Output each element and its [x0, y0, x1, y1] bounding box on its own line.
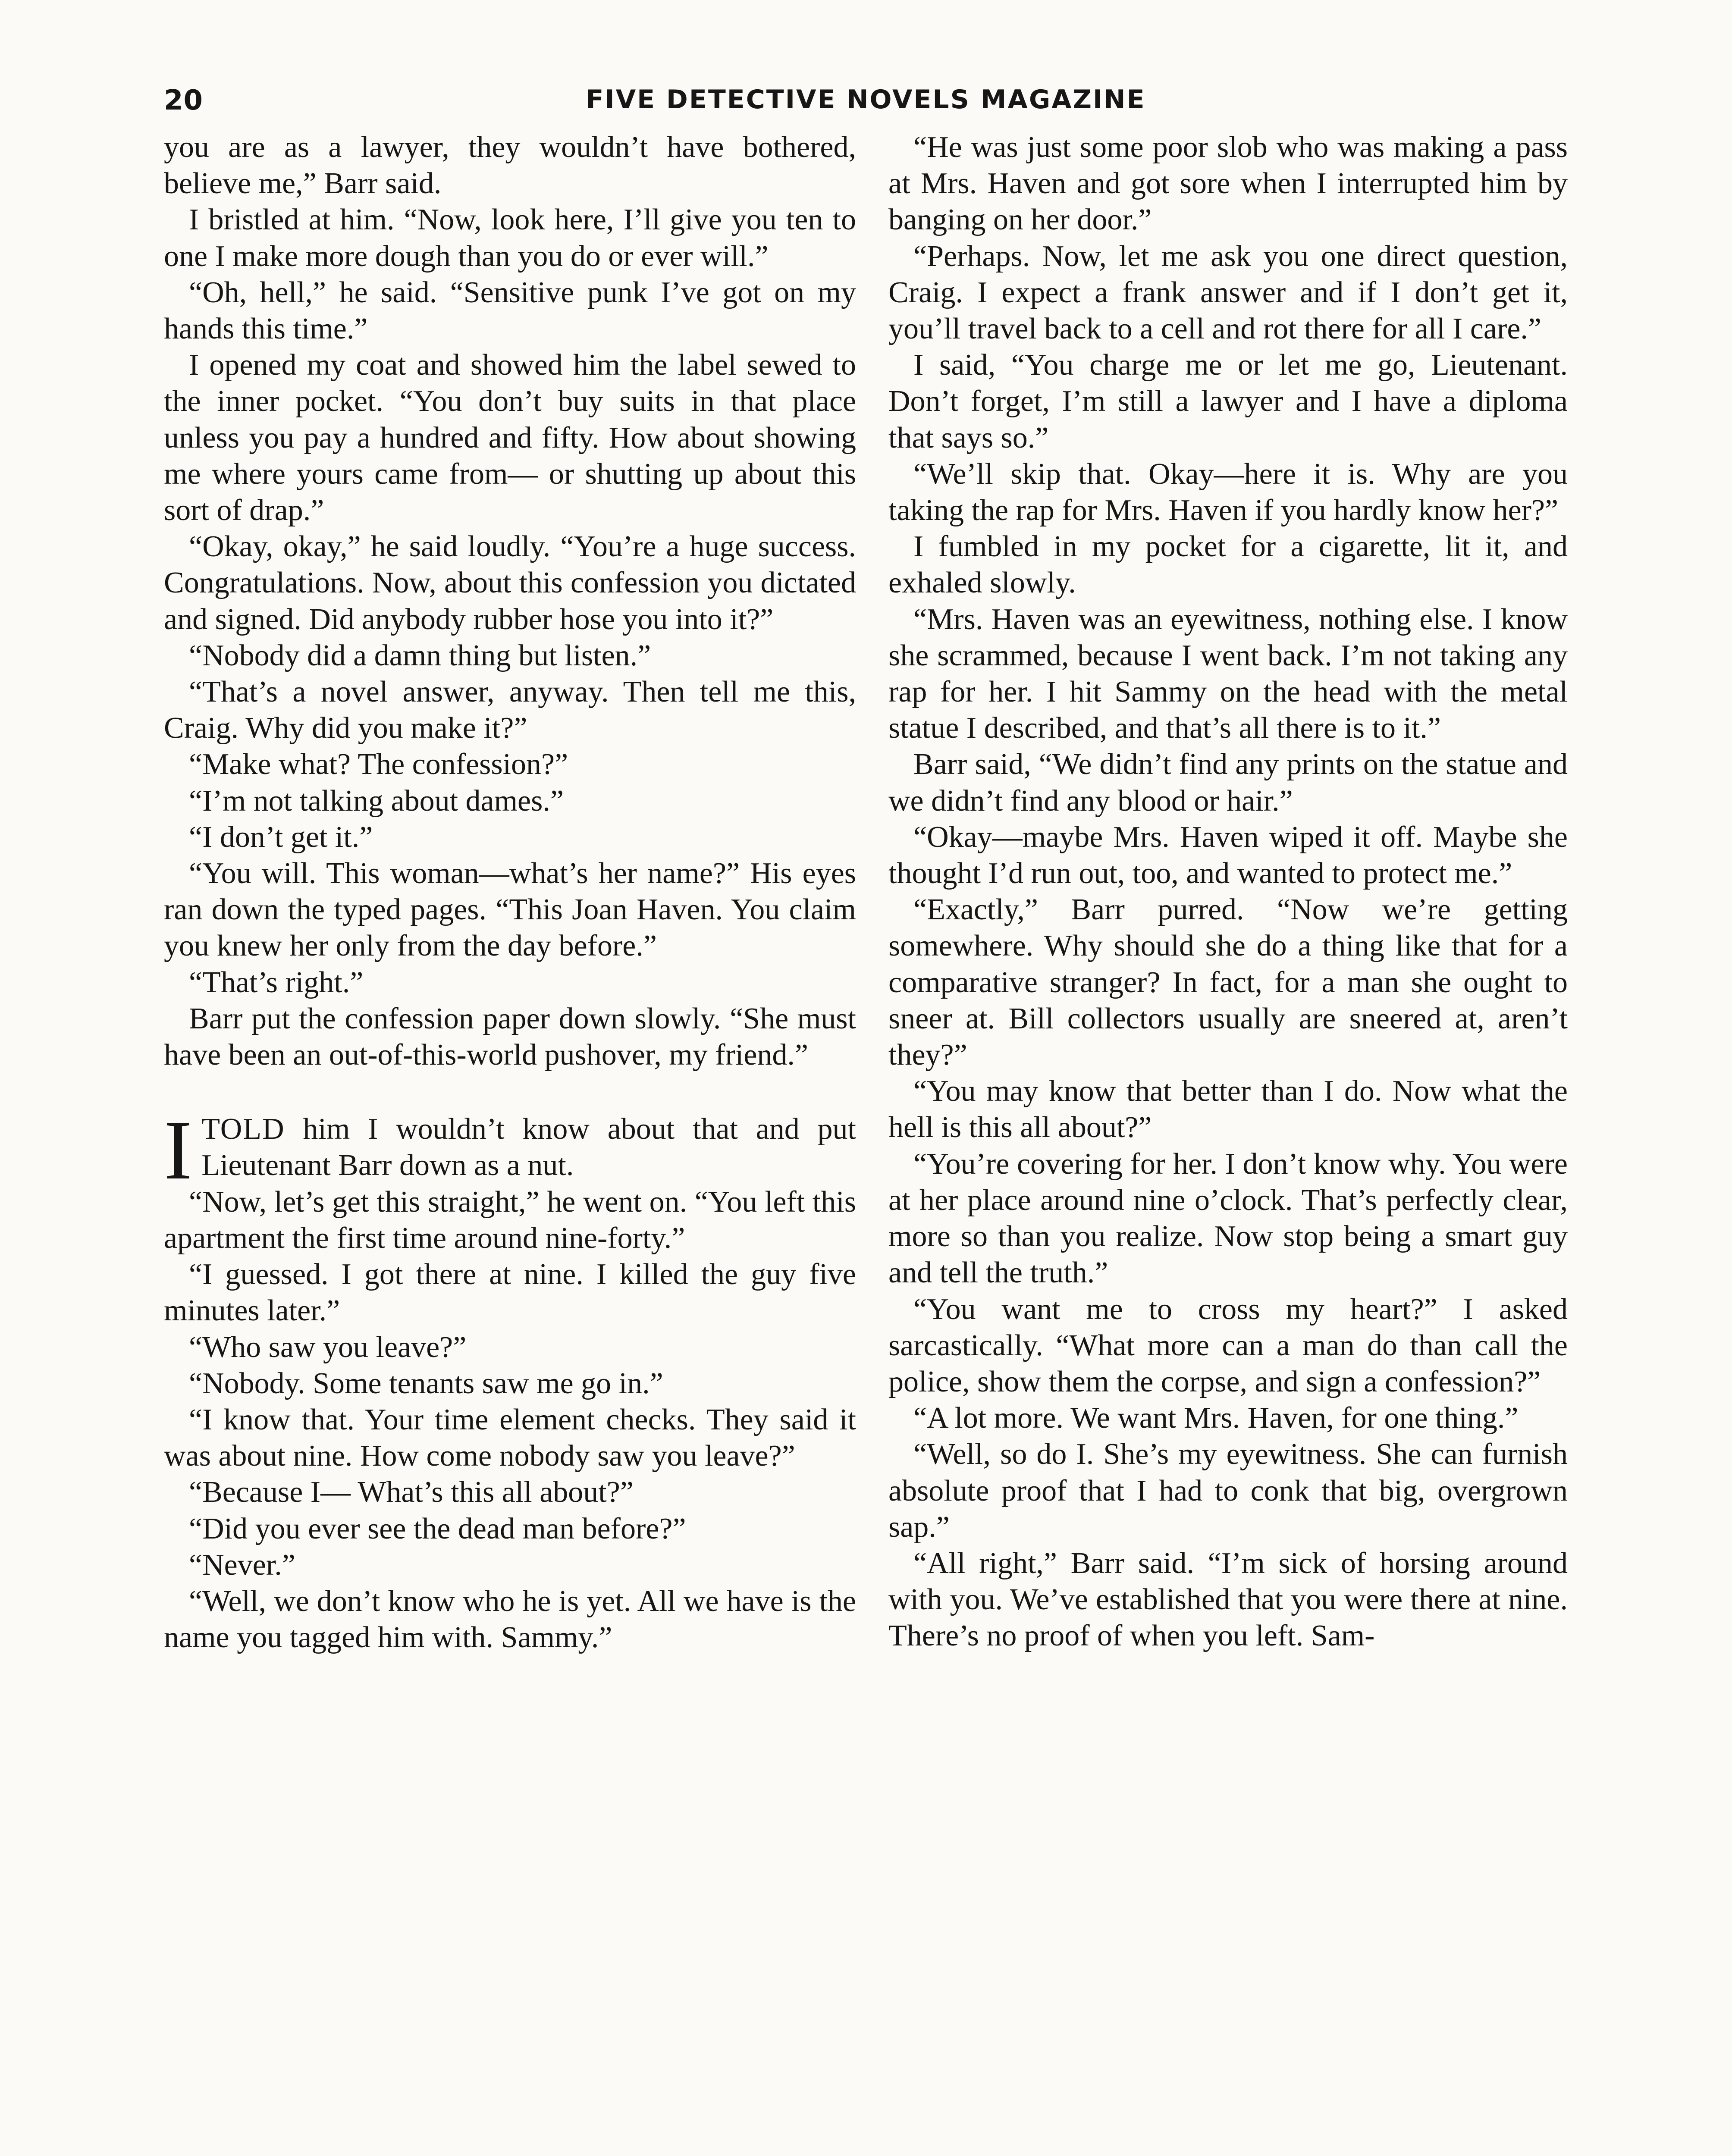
section-opening-paragraph — [164, 1103, 856, 1197]
paragraph: “Now, let’s get this straight,” he went on. “You left this apartment the first time around nine-forty.” — [164, 1185, 856, 1255]
paragraph: “Nobody did a damn thing but listen.” — [189, 639, 651, 672]
paragraph: “You’re covering for her. I don’t know why. You were at her place around nine o’clock. That’s perfectly clear, more so than you realize. Now stop being a smart guy and tell the truth.” — [888, 1147, 1568, 1290]
paragraph: “Well, so do I. She’s my eyewitness. She can furnish absolute proof that I had to conk that big, overgrown sap.” — [888, 1438, 1568, 1544]
paragraph: “I guessed. I got there at nine. I killed the guy five minutes later.” — [164, 1258, 856, 1328]
paragraph: I bristled at him. “Now, look here, I’ll give you ten to one I make more dough than you do or ever will.” — [164, 203, 856, 273]
paragraph: “Nobody. Some tenants saw me go in.” — [189, 1366, 663, 1400]
paragraph: “Did you ever see the dead man before?” — [189, 1512, 686, 1545]
paragraph: “You will. This woman—what’s her name?” His eyes ran down the typed pages. “This Joan Haven. You claim you knew her only from the day before.” — [164, 857, 856, 963]
paragraph: “Okay, okay,” he said loudly. “You’re a huge success. Congratulations. Now, about this confession you dictated and signed. Did anybody rubber hose you into it?” — [164, 530, 856, 636]
paragraph: you are as a lawyer, they wouldn’t have bothered, believe me,” Barr said. — [164, 131, 856, 201]
page-header — [164, 85, 1568, 123]
lead-in-caps: TOLD — [201, 1112, 285, 1146]
page-number: 20 — [164, 85, 204, 116]
paragraph: “Because I— What’s this all about?” — [189, 1476, 634, 1509]
paragraph: Barr put the confession paper down slowly. “She must have been an out-of-this-world pushover, my friend.” — [164, 1002, 856, 1072]
paragraph: “Who saw you leave?” — [189, 1330, 467, 1364]
paragraph: “Okay—maybe Mrs. Haven wiped it off. Maybe she thought I’d run out, too, and wanted to protect me.” — [888, 820, 1568, 890]
paragraph: “Make what? The confession?” — [189, 748, 568, 781]
paragraph: “Well, we don’t know who he is yet. All we have is the name you tagged him with. Sammy.” — [164, 1584, 856, 1655]
paragraph: I opened my coat and showed him the label sewed to the inner pocket. “You don’t buy suits in that place unless you pay a hundred and fifty. How about showing me where yours came from— or shutting up about this sort of drap.” — [164, 348, 856, 527]
paragraph: “I know that. Your time element checks. They said it was about nine. How come nobody saw you leave?” — [164, 1403, 856, 1473]
paragraph: “Oh, hell,” he said. “Sensitive punk I’ve got on my hands this time.” — [164, 276, 856, 346]
right-column — [888, 129, 1568, 2156]
paragraph: I said, “You charge me or let me go, Lieutenant. Don’t forget, I’m still a lawyer and I have a diploma that says so.” — [888, 348, 1568, 454]
left-column — [164, 129, 856, 2156]
paragraph: “I’m not talking about dames.” — [189, 784, 564, 818]
section-opening-text: him I wouldn’t know about that and put Lieutenant Barr down as a nut. — [201, 1112, 856, 1182]
paragraph: “He was just some poor slob who was making a pass at Mrs. Haven and got sore when I interrupted him by banging on her door.” — [888, 131, 1568, 237]
paragraph: “That’s right.” — [189, 965, 364, 999]
paragraph: “All right,” Barr said. “I’m sick of horsing around with you. We’ve established that you were there at nine. There’s no proof of when you left. Sam- — [888, 1546, 1568, 1653]
paragraph: “That’s a novel answer, anyway. Then tell me this, Craig. Why did you make it?” — [164, 675, 856, 745]
drop-cap: I — [164, 1103, 192, 1197]
paragraph: I fumbled in my pocket for a cigarette, lit it, and exhaled slowly. — [888, 530, 1568, 600]
paragraph: “Mrs. Haven was an eyewitness, nothing else. I know she scrammed, because I went back. I’m not taking any rap for her. I hit Sammy on the head with the metal statue I described, and that’s all there is to it.” — [888, 602, 1568, 745]
paragraph: “A lot more. We want Mrs. Haven, for one thing.” — [913, 1401, 1519, 1435]
paragraph: “Never.” — [189, 1548, 295, 1582]
paragraph: “I don’t get it.” — [189, 820, 373, 854]
paragraph: “Perhaps. Now, let me ask you one direct question, Craig. I expect a frank answer and if I don’t get it, you’ll travel back to a cell and rot there for all I care.” — [888, 239, 1568, 346]
paragraph: “We’ll skip that. Okay—here it is. Why are you taking the rap for Mrs. Haven if you hardly know her?” — [888, 457, 1568, 527]
paragraph: “You want me to cross my heart?” I asked sarcastically. “What more can a man do than call the police, show them the corpse, and sign a confession?” — [888, 1292, 1568, 1398]
paragraph: “You may know that better than I do. Now what the hell is this all about?” — [888, 1075, 1568, 1144]
running-head: FIVE DETECTIVE NOVELS MAGAZINE — [586, 85, 1146, 115]
paragraph: “Exactly,” Barr purred. “Now we’re getting somewhere. Why should she do a thing like that for a comparative stranger? In fact, for a man she ought to sneer at. Bill collectors usually are sneered at, aren’t they?” — [888, 893, 1568, 1072]
paragraph: Barr said, “We didn’t find any prints on the statue and we didn’t find any blood or hair.” — [888, 748, 1568, 818]
